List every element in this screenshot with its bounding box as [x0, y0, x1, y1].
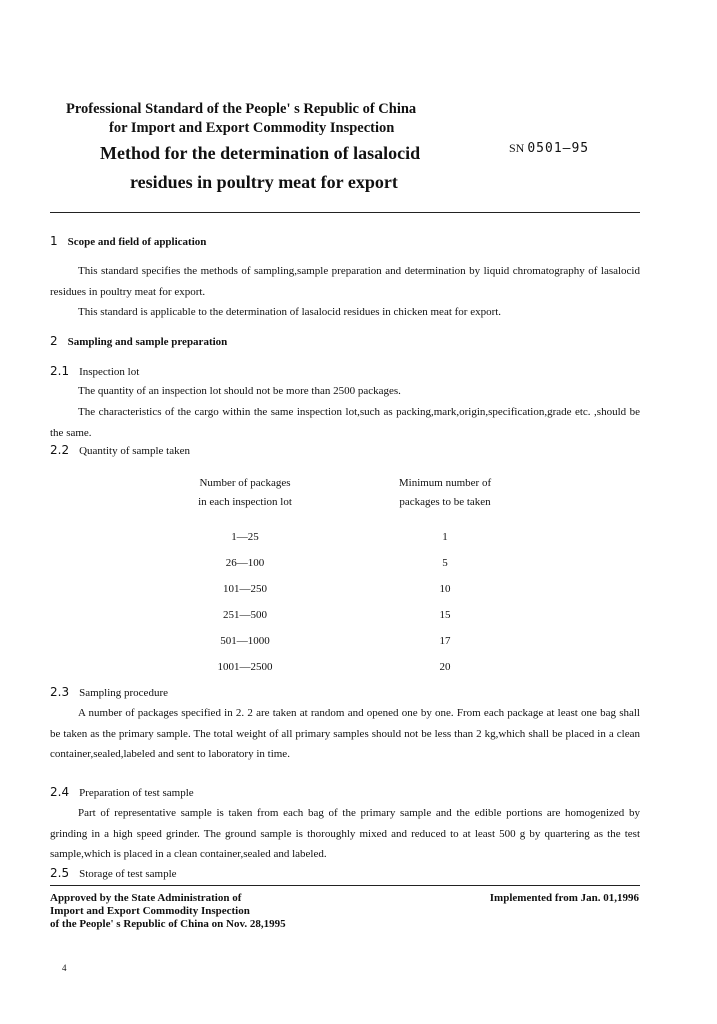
section-title: Preparation of test sample	[79, 787, 194, 799]
subsection-2-2-heading	[50, 443, 190, 457]
table-cell-min: 1	[442, 531, 448, 543]
section-number: 2	[50, 334, 58, 348]
subsection-2-3-paragraph: A number of packages specified in 2. 2 are taken at random and opened one by one. From each package at least one bag shall be taken as the primary sample. The total weight of all primary samples should not be less than 2 kg,which shall be placed in a clean container,sealed,labeled and sent to laboratory in time.	[50, 707, 640, 760]
table-cell-lot: 251—500	[223, 609, 267, 621]
table-row	[170, 628, 520, 654]
section-1-paragraph-2: This standard is applicable to the determination of lasalocid residues in chicken meat for export.	[78, 306, 502, 318]
section-title: Storage of test sample	[79, 868, 177, 880]
table-cell-lot: 1—25	[231, 531, 259, 543]
section-number: 2.5	[50, 866, 70, 880]
subsection-2-1-heading	[50, 364, 139, 378]
subsection-2-1-paragraph-2: The characteristics of the cargo within the same inspection lot,such as packing,mark,origin,specification,grade etc. ,should be the same.	[50, 406, 640, 439]
section-1-heading	[50, 234, 206, 248]
page-number: 4	[62, 963, 67, 973]
standard-code	[509, 141, 589, 156]
implementation-date: Implemented from Jan. 01,1996	[489, 892, 639, 904]
subsection-2-5-heading	[50, 866, 177, 880]
table-header-line: in each inspection lot	[198, 496, 292, 508]
table-row	[170, 602, 520, 628]
table-cell-lot: 1001—2500	[217, 661, 273, 673]
approval-line-1: Approved by the State Administration of	[50, 892, 242, 904]
header-divider	[50, 212, 640, 213]
section-1-paragraph-1: This standard specifies the methods of sampling,sample preparation and determination by liquid chromatography of lasalocid residues in poultry meat for export.	[50, 265, 640, 298]
standard-org-line1: Professional Standard of the People' s Republic of China	[66, 101, 417, 117]
table-cell-min: 20	[439, 661, 451, 673]
standard-org-line2: for Import and Export Commodity Inspection	[109, 120, 395, 136]
table-cell-lot: 501—1000	[220, 635, 270, 647]
table-cell-lot: 101—250	[223, 583, 267, 595]
section-title: Scope and field of application	[67, 236, 207, 248]
table-row	[170, 654, 520, 680]
section-title: Quantity of sample taken	[79, 445, 190, 457]
section-title: Sampling procedure	[79, 687, 168, 699]
table-cell-lot: 26—100	[225, 557, 265, 569]
approval-line-3: of the People' s Republic of China on Nov. 28,1995	[50, 918, 286, 930]
standard-code-prefix: SN	[509, 141, 525, 155]
subsection-2-1-paragraph-1: The quantity of an inspection lot should not be more than 2500 packages.	[78, 385, 401, 397]
subsection-2-4-paragraph: Part of representative sample is taken from each bag of the primary sample and the edible portions are homogenized by grinding in a high speed grinder. The ground sample is thoroughly mixed and reduced to at least 500 g by quartering as the test sample,which is placed in a clean container,sealed and labeled.	[50, 807, 640, 860]
document-title-line2: residues in poultry meat for export	[130, 172, 398, 192]
section-2-heading	[50, 334, 227, 348]
section-title: Sampling and sample preparation	[67, 336, 228, 348]
footer-divider	[50, 885, 640, 886]
table-row	[170, 550, 520, 576]
table-header-line: packages to be taken	[399, 496, 491, 508]
table-cell-min: 17	[439, 635, 451, 647]
section-number: 2.4	[50, 785, 70, 799]
section-number: 1	[50, 234, 58, 248]
table-header-min	[370, 474, 520, 512]
subsection-2-4-heading	[50, 785, 194, 799]
document-title-line1: Method for the determination of lasalocid	[100, 143, 421, 163]
section-number: 2.2	[50, 443, 70, 457]
section-number: 2.3	[50, 685, 70, 699]
table-cell-min: 5	[442, 557, 448, 569]
subsection-2-3-heading	[50, 685, 168, 699]
approval-note	[50, 892, 286, 931]
section-title: Inspection lot	[79, 366, 140, 378]
table-header-line: Number of packages	[199, 477, 291, 489]
table-row	[170, 524, 520, 550]
table-row	[170, 576, 520, 602]
table-header-line: Minimum number of	[398, 477, 492, 489]
table-cell-min: 15	[439, 609, 451, 621]
table-cell-min: 10	[439, 583, 451, 595]
section-number: 2.1	[50, 364, 70, 378]
approval-line-2: Import and Export Commodity Inspection	[50, 905, 250, 917]
table-header-lot	[170, 474, 320, 512]
standard-code-number: 0501—95	[527, 141, 590, 156]
sampling-table	[170, 524, 520, 680]
